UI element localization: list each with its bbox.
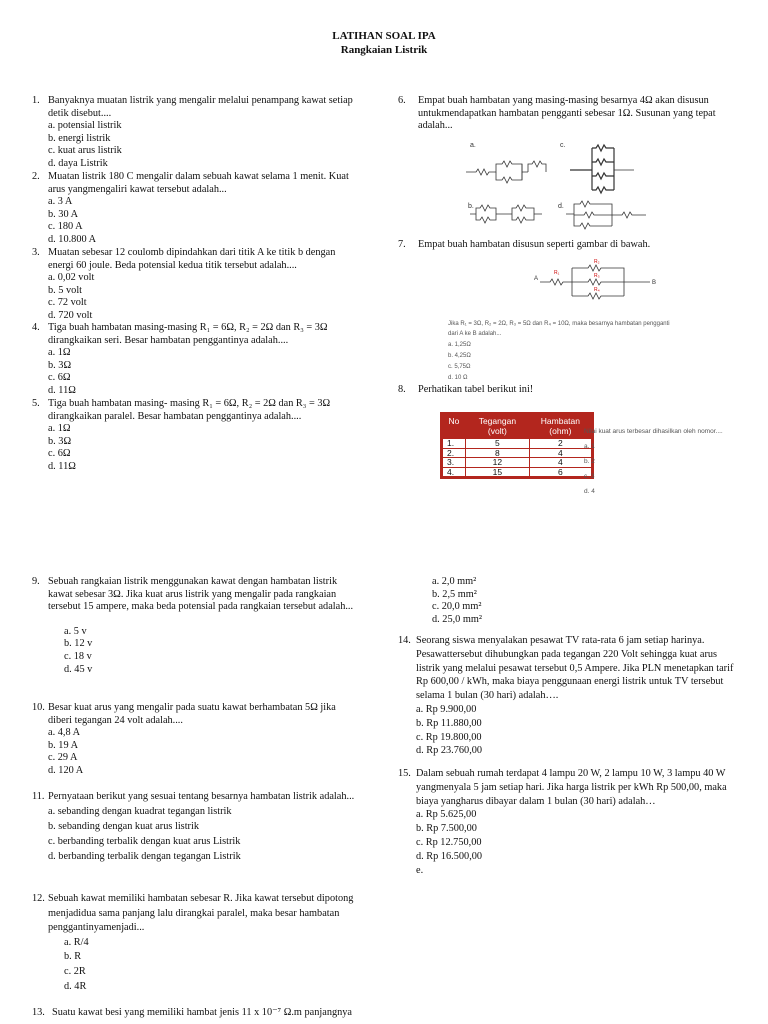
option-c: c. Rp 12.750,00 xyxy=(416,836,482,848)
option-d: d. Rp 16.500,00 xyxy=(416,850,483,862)
option-a: a. 1Ω xyxy=(48,347,71,359)
node-label-b: B xyxy=(652,280,657,286)
resistor-label: R₄ xyxy=(594,287,600,293)
option-d: d. 720 volt xyxy=(48,309,93,321)
option-c: c. 29 A xyxy=(48,752,78,764)
question-14: 14. Seorang siswa menyalakan pesawat TV rata-rata 6 jam setiap harinya. Pesawattersebut dihubungkan pada tegangan 220 Volt sehingga kuat arus listrik yang melalui pesawat tersebut 0,5 Ampere. Jika PLN menetapkan tarif Rp 600,00 / kWh, maka biaya penggunaan energi listrik untuk TV tersebut selama 1 bulan (30 hari) adalah…. a. Rp 9.900,00 b. Rp 11.880,00 c. Rp 19.800,00 d. Rp 23.760,00 xyxy=(398,634,743,758)
question-13-options xyxy=(432,576,532,626)
question-13: 13. Suatu kawat besi yang memiliki hambat jenis 11 x 10⁻⁷ Ω.m panjangnya xyxy=(32,1007,377,1020)
question-2: 2. Muatan listrik 180 C mengalir dalam sebuah kawat selama 1 menit. Kuat arus yangmengaliri kawat tersebut adalah... a. 3 A b. 30 A c. 180 A d. 10.800 A xyxy=(32,171,362,247)
option-a: a. Rp 5.625,00 xyxy=(416,809,477,821)
question-stem: Banyaknya muatan listrik yang mengalir melalui penampang kawat setiap detik disebut.... xyxy=(48,95,353,119)
option-d: d. daya Listrik xyxy=(48,157,108,169)
option-b: b. Rp 7.500,00 xyxy=(416,823,477,835)
option-b: b. 30 A xyxy=(48,208,79,220)
option-b: b. sebanding dengan kuat arus listrik xyxy=(48,821,199,832)
option-c: c. kuat arus listrik xyxy=(48,145,122,157)
question-stem: Tiga buah hambatan masing- masing R₁ = 6Ω, R₂ = 2Ω dan R₃ = 3Ω dirangkaikan paralel. Besar hambatan penggantinya adalah.... xyxy=(48,398,331,422)
table-header: Hambatan (ohm) xyxy=(540,416,580,436)
option-b: b. 3Ω xyxy=(48,359,72,371)
question-stem: Perhatikan tabel berikut ini! xyxy=(418,384,534,395)
option-b: b. 5 volt xyxy=(48,284,83,296)
option-c: c. 18 v xyxy=(64,650,92,662)
question-stem: Muatan sebesar 12 coulomb dipindahkan dari titik A ke titik b dengan energi 60 joule. Beda potensial kedua titik tersebut adalah.... xyxy=(48,247,336,271)
table-header: Tegangan (volt) xyxy=(478,416,517,436)
option-b: b. 3Ω xyxy=(48,435,72,447)
resistor-label: R₃ xyxy=(594,273,600,279)
option-c: c. 180 A xyxy=(48,221,83,233)
question-4: 4. Tiga buah hambatan masing-masing R₁ = 6Ω, R₂ = 2Ω dan R₃ = 3Ω dirangkaikan seri. Besar hambatan penggantinya adalah.... a. 1Ω b. 3Ω c. 6Ω d. 11Ω xyxy=(32,322,362,398)
option-a: a. Rp 9.900,00 xyxy=(416,703,477,715)
question-stem: Besar kuat arus yang mengalir pada suatu kawat berhambatan 5Ω jika diberi tegangan 24 volt adalah.... xyxy=(48,702,336,726)
question-stem: Sebuah kawat memiliki hambatan sebesar R. Jika kawat tersebut dipotong menjadidua sama panjang lalu dirangkai paralel, maka besar hambatan penggantinyamenjadi... xyxy=(48,893,354,934)
question-stem: Pernyataan berikut yang sesuai tentang besarnya hambatan listrik adalah... xyxy=(48,791,355,802)
question-10: 10. Besar kuat arus yang mengalir pada suatu kawat berhambatan 5Ω jika diberi tegangan 24 volt adalah.... a. 4,8 A b. 19 A c. 29 A d. 120 A xyxy=(32,702,362,778)
option-b: b. 12 v xyxy=(64,638,93,650)
question-stem: Seorang siswa menyalakan pesawat TV rata-rata 6 jam setiap harinya. Pesawattersebut dihubungkan pada tegangan 220 Volt sehingga kuat arus listrik yang melalui pesawat tersebut 0,5 Ampere. Jika PLN menetapkan tarif Rp 600,00 / kWh, maka biaya penggunaan energi listrik untuk TV tersebut selama 1 bulan (30 hari) adalah…. xyxy=(416,635,734,702)
option-a: a. R/4 xyxy=(64,936,89,948)
page-title: LATIHAN SOAL IPA xyxy=(332,30,436,42)
option-a: a. 2,0 mm² xyxy=(432,576,477,587)
question-1: 1. Banyaknya muatan listrik yang mengalir melalui penampang kawat setiap detik disebut.... a. potensial listrik b. energi listrik c. kuat arus listrik d. daya Listrik xyxy=(32,95,362,171)
option-a: a. sebanding dengan kuadrat tegangan listrik xyxy=(48,806,232,817)
question-8: 8. Perhatikan tabel berikut ini! xyxy=(398,384,743,397)
question-stem: Muatan listrik 180 C mengalir dalam sebuah kawat selama 1 menit. Kuat arus yangmengaliri kawat tersebut adalah... xyxy=(48,171,349,195)
question-7: 7. Empat buah hambatan disusun seperti gambar di bawah. xyxy=(398,239,743,252)
question-stem: Empat buah hambatan yang masing-masing besarnya 4Ω akan disusun untukmendapatkan hambatan pengganti sebesar 1Ω. Susunan yang tepat adalah... xyxy=(418,95,716,132)
option-c: c. 2R xyxy=(64,965,86,977)
question-6: 6. Empat buah hambatan yang masing-masing besarnya 4Ω akan disusun untukmendapatkan hambatan pengganti sebesar 1Ω. Susunan yang tepat adalah... xyxy=(398,95,743,133)
figure-label-d: d. xyxy=(558,203,564,210)
question-11: 11. Pernyataan berikut yang sesuai tentang besarnya hambatan listrik adalah... a. sebanding dengan kuadrat tegangan listrik b. sebanding dengan kuat arus listrik c. berbanding terbalik dengan kuat arus Listrik d. berbanding terbalik dengan tegangan Listrik xyxy=(32,789,362,864)
option-d: d. 45 v xyxy=(64,663,93,675)
circuit-diagram xyxy=(532,256,664,302)
option-c: c. berbanding terbalik dengan kuat arus Listrik xyxy=(48,836,241,847)
question-15: 15. Dalam sebuah rumah terdapat 4 lampu 20 W, 2 lampu 10 W, 3 lampu 40 W yangmenyala 5 jam setiap hari. Jika harga listrik per kWh Rp 500,00, maka biaya yangharus dibayar dalam 1 bulan (30 hari) adalah… a. Rp 5.625,00 b. Rp 7.500,00 c. Rp 12.750,00 d. Rp 16.500,00 e. xyxy=(398,767,743,877)
option-c: c. 6Ω xyxy=(48,448,71,460)
option-c: c. Rp 19.800,00 xyxy=(416,731,482,743)
table-row: 1. 5 2 xyxy=(443,439,592,449)
option-b: b. 19 A xyxy=(48,739,79,751)
option-d: d. 25,0 mm² xyxy=(432,613,482,625)
option-a: a. 3 A xyxy=(48,196,73,208)
option-b: b. Rp 11.880,00 xyxy=(416,717,482,729)
table-row: 4. 15 6 xyxy=(443,467,592,477)
question-9: 9. Sebuah rangkaian listrik menggunakan kawat dengan hambatan listrik kawat sebesar 3Ω. Jika kuat arus listrik yang mengalir pada rangkaian tersebut 15 ampere, maka beda potensial pada rangkaian tersebut adalah... a. 5 v b. 12 v c. 18 v d. 45 v xyxy=(32,576,362,676)
voltage-resistance-table xyxy=(440,412,594,479)
resistor-label: R₁ xyxy=(554,270,560,276)
option-e: e. xyxy=(416,864,424,876)
question-stem: Sebuah rangkaian listrik menggunakan kawat dengan hambatan listrik kawat sebesar 3Ω. Jika kuat arus listrik yang mengalir pada rangkaian tersebut 15 ampere, maka beda potensial pada rangkaian tersebut adalah... xyxy=(48,576,354,613)
question-stem: Dalam sebuah rumah terdapat 4 lampu 20 W, 2 lampu 10 W, 3 lampu 40 W yangmenyala 5 jam setiap hari. Jika harga listrik per kWh Rp 500,00, maka biaya yangharus dibayar dalam 1 bulan (30 hari) adalah… xyxy=(416,768,727,807)
table-header: No xyxy=(448,416,460,426)
page-subtitle: Rangkaian Listrik xyxy=(340,44,428,56)
option-d: d. 120 A xyxy=(48,764,84,776)
option-b: b. energi listrik xyxy=(48,132,111,144)
option-c: c. 20,0 mm² xyxy=(432,601,482,613)
question-7-details: Jika R₁ = 3Ω, R₂ = 2Ω, R₃ = 5Ω dan R₄ = 10Ω, maka besarnya hambatan pengganti dari A ke B adalah... a. 1,25Ω b. 4,25Ω c. 5,75Ω d. 10 Ω xyxy=(448,321,670,381)
option-a: a. 4,8 A xyxy=(48,727,81,739)
option-d: d. 10.800 A xyxy=(48,233,97,245)
resistor-arrangements-figure xyxy=(462,138,662,230)
question-5: 5. Tiga buah hambatan masing- masing R₁ = 6Ω, R₂ = 2Ω dan R₃ = 3Ω dirangkaikan paralel. Besar hambatan penggantinya adalah.... a. 1Ω b. 3Ω c. 6Ω d. 11Ω xyxy=(32,398,362,474)
option-d: d. berbanding terbalik dengan tegangan Listrik xyxy=(48,851,241,862)
question-12: 12. Sebuah kawat memiliki hambatan sebesar R. Jika kawat tersebut dipotong menjadidua sama panjang lalu dirangkai paralel, maka besar hambatan penggantinyamenjadi... a. R/4 b. R c. 2R d. 4R xyxy=(32,892,362,994)
option-b: b. R xyxy=(64,951,82,963)
option-a: a. 5 v xyxy=(64,625,87,637)
question-stem: Tiga buah hambatan masing-masing R₁ = 6Ω, R₂ = 2Ω dan R₃ = 3Ω dirangkaikan seri. Besar hambatan penggantinya adalah.... xyxy=(48,322,328,346)
figure-label-c: c. xyxy=(560,142,566,149)
table-row: 3. 12 4 xyxy=(443,458,592,468)
figure-label-b: b. xyxy=(468,203,474,210)
question-stem: Empat buah hambatan disusun seperti gambar di bawah. xyxy=(418,239,651,250)
figure-label-a: a. xyxy=(470,142,476,149)
question-3: 3. Muatan sebesar 12 coulomb dipindahkan dari titik A ke titik b dengan energi 60 joule. Beda potensial kedua titik tersebut adalah.... a. 0,02 volt b. 5 volt c. 72 volt d. 720 volt xyxy=(32,247,362,323)
resistor-label: R₂ xyxy=(594,259,600,265)
table-row: 2. 8 4 xyxy=(443,448,592,458)
option-a: a. 1Ω xyxy=(48,423,71,435)
option-d: d. 11Ω xyxy=(48,384,76,396)
option-d: d. 11Ω xyxy=(48,460,76,472)
option-c: c. 72 volt xyxy=(48,297,87,309)
option-c: c. 6Ω xyxy=(48,372,71,384)
option-d: d. Rp 23.760,00 xyxy=(416,745,483,757)
option-b: b. 2,5 mm² xyxy=(432,588,477,600)
option-a: a. 0,02 volt xyxy=(48,272,95,284)
question-stem: Suatu kawat besi yang memiliki hambat jenis 11 x 10⁻⁷ Ω.m panjangnya xyxy=(52,1007,352,1018)
node-label-a: A xyxy=(534,276,539,282)
question-8-options: Nilai kuat arus terbesar dihasilkan oleh nomor.... a. 1 b. 2 c. 3 d. 4 xyxy=(584,428,723,495)
option-d: d. 4R xyxy=(64,980,87,992)
option-a: a. potensial listrik xyxy=(48,120,122,132)
